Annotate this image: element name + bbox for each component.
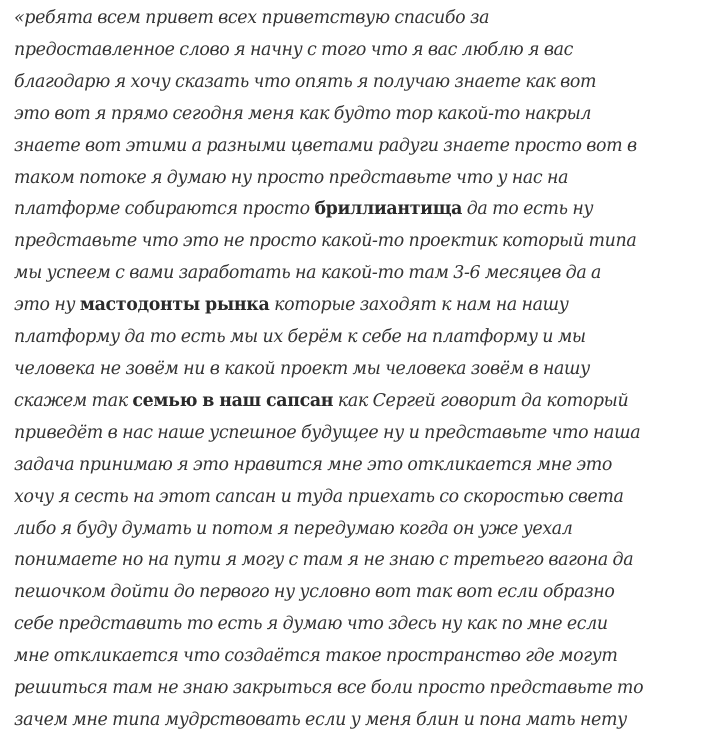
text-line — [14, 386, 714, 418]
text-segment: мне откликается что создаётся такое пространство где могут — [14, 646, 618, 667]
text-segment: себе представить то есть я думаю что здесь ну как по мне если — [14, 614, 608, 635]
text-line — [14, 131, 714, 163]
text-segment: которые заходят к нам на нашу — [269, 295, 569, 316]
text-line — [14, 641, 714, 673]
text-line — [14, 705, 714, 737]
text-segment: да то есть ну — [462, 199, 594, 220]
text-segment: хочу я сесть на этот сапсан и туда приехать со скоростью света — [14, 486, 624, 507]
text-segment: платформу да то есть мы их берём к себе на платформу и мы — [14, 327, 586, 348]
text-line — [14, 35, 714, 67]
text-segment: задача принимаю я это нравится мне это откликается мне это — [14, 454, 613, 475]
text-line — [14, 514, 714, 546]
text-segment: «ребята всем привет всех приветствую спасибо за — [14, 8, 490, 28]
text-line — [14, 67, 714, 99]
text-line — [14, 99, 714, 131]
text-segment: представьте что это не просто какой-то проектик который типа — [14, 231, 637, 252]
text-line — [14, 673, 714, 705]
text-line — [14, 258, 714, 290]
text-line — [14, 418, 714, 450]
text-segment: понимаете но на пути я могу с там я не знаю с третьего вагона да — [14, 550, 634, 571]
text-segment: зачем мне типа мудрствовать если у меня блин и пона мать нету — [14, 709, 627, 730]
text-segment: скажем так — [14, 390, 133, 411]
text-segment: как Сергей говорит да который — [333, 390, 629, 411]
text-line — [14, 290, 714, 322]
bold-emphasis: мастодонты рынка — [79, 295, 270, 316]
text-line — [14, 354, 714, 386]
bold-emphasis: бриллиантища — [314, 199, 463, 220]
text-line — [14, 609, 714, 641]
text-line — [14, 322, 714, 354]
text-line — [14, 450, 714, 482]
text-line — [14, 545, 714, 577]
text-line — [14, 226, 714, 258]
text-segment: либо я буду думать и потом я передумаю когда он уже уехал — [14, 518, 573, 539]
text-segment: предоставленное слово я начну с того что я вас люблю я вас — [14, 39, 574, 60]
text-line — [14, 194, 714, 226]
quote-text-block — [14, 3, 714, 737]
text-segment: пешочком дойти до первого ну условно вот так вот если образно — [14, 582, 615, 603]
text-line — [14, 577, 714, 609]
text-segment: платформе собираются просто — [14, 199, 315, 220]
text-segment: человека не зовём ни в какой проект мы человека зовём в нашу — [14, 358, 590, 379]
text-segment: это вот я прямо сегодня меня как будто тор какой-то накрыл — [14, 103, 592, 124]
text-segment: благодарю я хочу сказать что опять я получаю знаете как вот — [14, 71, 597, 92]
text-segment: решиться там не знаю закрыться все боли просто представьте то — [14, 678, 644, 699]
text-line — [14, 482, 714, 514]
text-segment: таком потоке я думаю ну просто представьте что у нас на — [14, 167, 569, 188]
bold-emphasis: семью в наш сапсан — [132, 390, 334, 411]
text-line — [14, 3, 714, 35]
text-segment: это ну — [14, 295, 80, 316]
text-segment: приведёт в нас наше успешное будущее ну и представьте что наша — [14, 422, 641, 443]
text-segment: знаете вот этими а разными цветами радуги знаете просто вот в — [14, 135, 637, 156]
text-line — [14, 163, 714, 195]
text-segment: мы успеем с вами заработать на какой-то там 3-6 месяцев да а — [14, 263, 602, 284]
